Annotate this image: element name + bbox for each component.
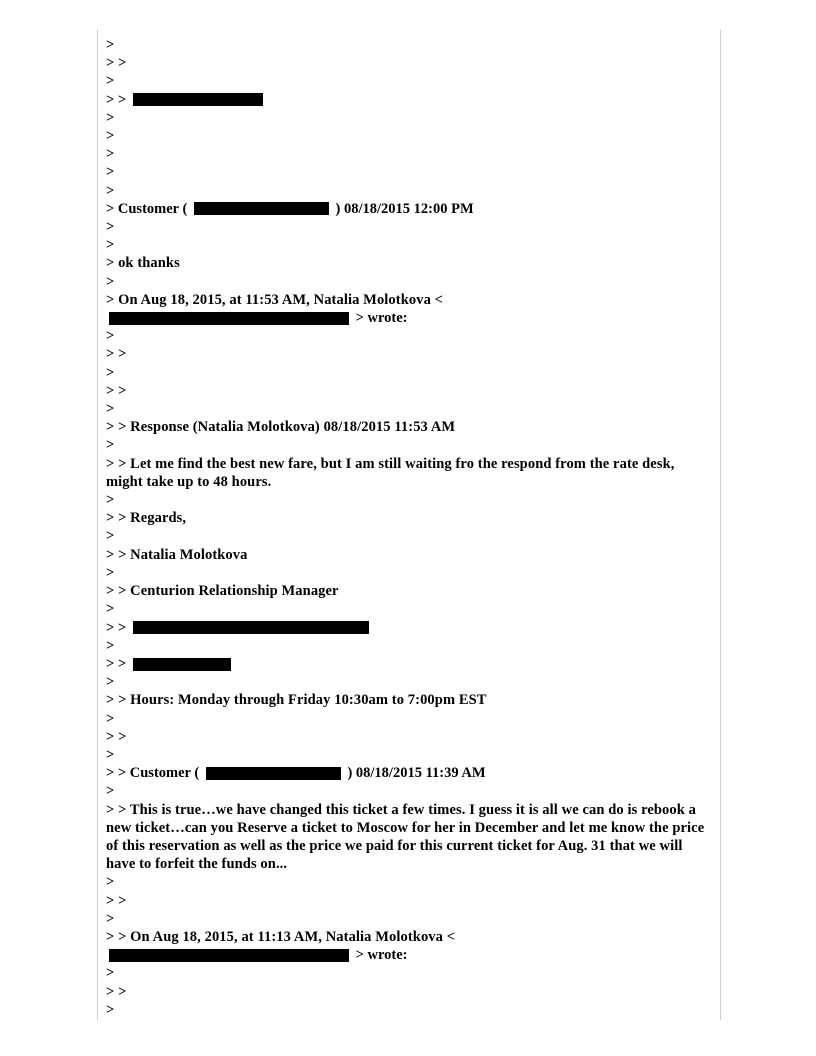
- text-line: > > Let me find the best new fare, but I am still waiting fro the respond from the rate desk, might take up to 48 hours.: [106, 455, 679, 490]
- text-line: >: [106, 273, 115, 290]
- text-line: >: [106, 37, 115, 53]
- text-line: >: [106, 1001, 115, 1018]
- text-line: >: [106, 364, 115, 381]
- redaction-bar: [133, 93, 263, 106]
- text-line: > > Centurion Relationship Manager: [106, 583, 339, 600]
- quote-prefix: > >: [106, 655, 130, 672]
- quote-prefix: > >: [106, 91, 130, 108]
- text-line: >: [106, 674, 115, 691]
- text-line: >: [106, 109, 115, 126]
- redaction-bar: [133, 621, 369, 634]
- text-line: >: [106, 910, 115, 927]
- text-line: >: [106, 965, 115, 982]
- quote-prefix: > >: [106, 619, 130, 636]
- redaction-bar: [194, 202, 329, 215]
- text-line: > > Regards,: [106, 510, 187, 527]
- text-line: > >: [106, 346, 127, 363]
- text-line: >: [106, 401, 115, 418]
- text-line: > > Natalia Molotkova: [106, 546, 248, 563]
- redacted-line: [106, 946, 720, 964]
- text-line: > > Response (Natalia Molotkova) 08/18/2015 11:53 AM: [106, 419, 456, 436]
- text-line: >: [106, 328, 115, 345]
- redaction-bar: [109, 949, 349, 962]
- line-trailing-text: > wrote:: [352, 310, 408, 327]
- redacted-line: [106, 655, 720, 673]
- redacted-line: [106, 309, 720, 327]
- line-trailing-text: > wrote:: [352, 947, 408, 964]
- text-line: > ok thanks: [106, 255, 180, 272]
- redacted-line: [106, 200, 720, 218]
- text-line: >: [106, 164, 115, 181]
- text-line: > > This is true…we have changed this ticket a few times. I guess it is all we can do is rebook a new ticket…can you Reserve a ticket to Moscow for her in December and let me know the price of this reservation as well as the price we paid for this current ticket for Aug. 31 that we will have to forfeit the funds on...: [106, 801, 708, 873]
- document-text-column: [97, 30, 721, 1020]
- text-line: > >: [106, 728, 127, 745]
- text-line: > >: [106, 983, 127, 1000]
- text-line: >: [106, 492, 115, 509]
- text-line: >: [106, 564, 115, 581]
- text-line: > >: [106, 55, 127, 72]
- text-line: >: [106, 637, 115, 654]
- text-line: >: [106, 746, 115, 763]
- text-line: > > Hours: Monday through Friday 10:30am to 7:00pm EST: [106, 692, 487, 709]
- text-line: > > On Aug 18, 2015, at 11:13 AM, Natalia Molotkova <: [106, 928, 456, 945]
- line-trailing-text: ) 08/18/2015 12:00 PM: [331, 200, 474, 217]
- redaction-bar: [133, 658, 231, 671]
- text-line: >: [106, 146, 115, 163]
- redacted-line: [106, 619, 720, 637]
- text-line: >: [106, 219, 115, 236]
- text-line: > >: [106, 382, 127, 399]
- text-line: >: [106, 783, 115, 800]
- text-line: >: [106, 73, 115, 90]
- text-line: >: [106, 237, 115, 254]
- text-line: >: [106, 601, 115, 618]
- redacted-line: [106, 764, 720, 782]
- redaction-bar: [206, 767, 341, 780]
- quote-prefix: > Customer (: [106, 200, 191, 217]
- text-line: >: [106, 874, 115, 891]
- text-line: >: [106, 710, 115, 727]
- text-line: > >: [106, 892, 127, 909]
- redaction-bar: [109, 312, 349, 325]
- email-thread-lines: [98, 30, 720, 1019]
- text-line: >: [106, 528, 115, 545]
- text-line: >: [106, 128, 115, 145]
- quote-prefix: > > Customer (: [106, 765, 203, 782]
- line-trailing-text: ) 08/18/2015 11:39 AM: [343, 765, 486, 782]
- text-line: >: [106, 437, 115, 454]
- text-line: >: [106, 182, 115, 199]
- redacted-line: [106, 91, 720, 109]
- text-line: > On Aug 18, 2015, at 11:53 AM, Natalia Molotkova <: [106, 291, 444, 308]
